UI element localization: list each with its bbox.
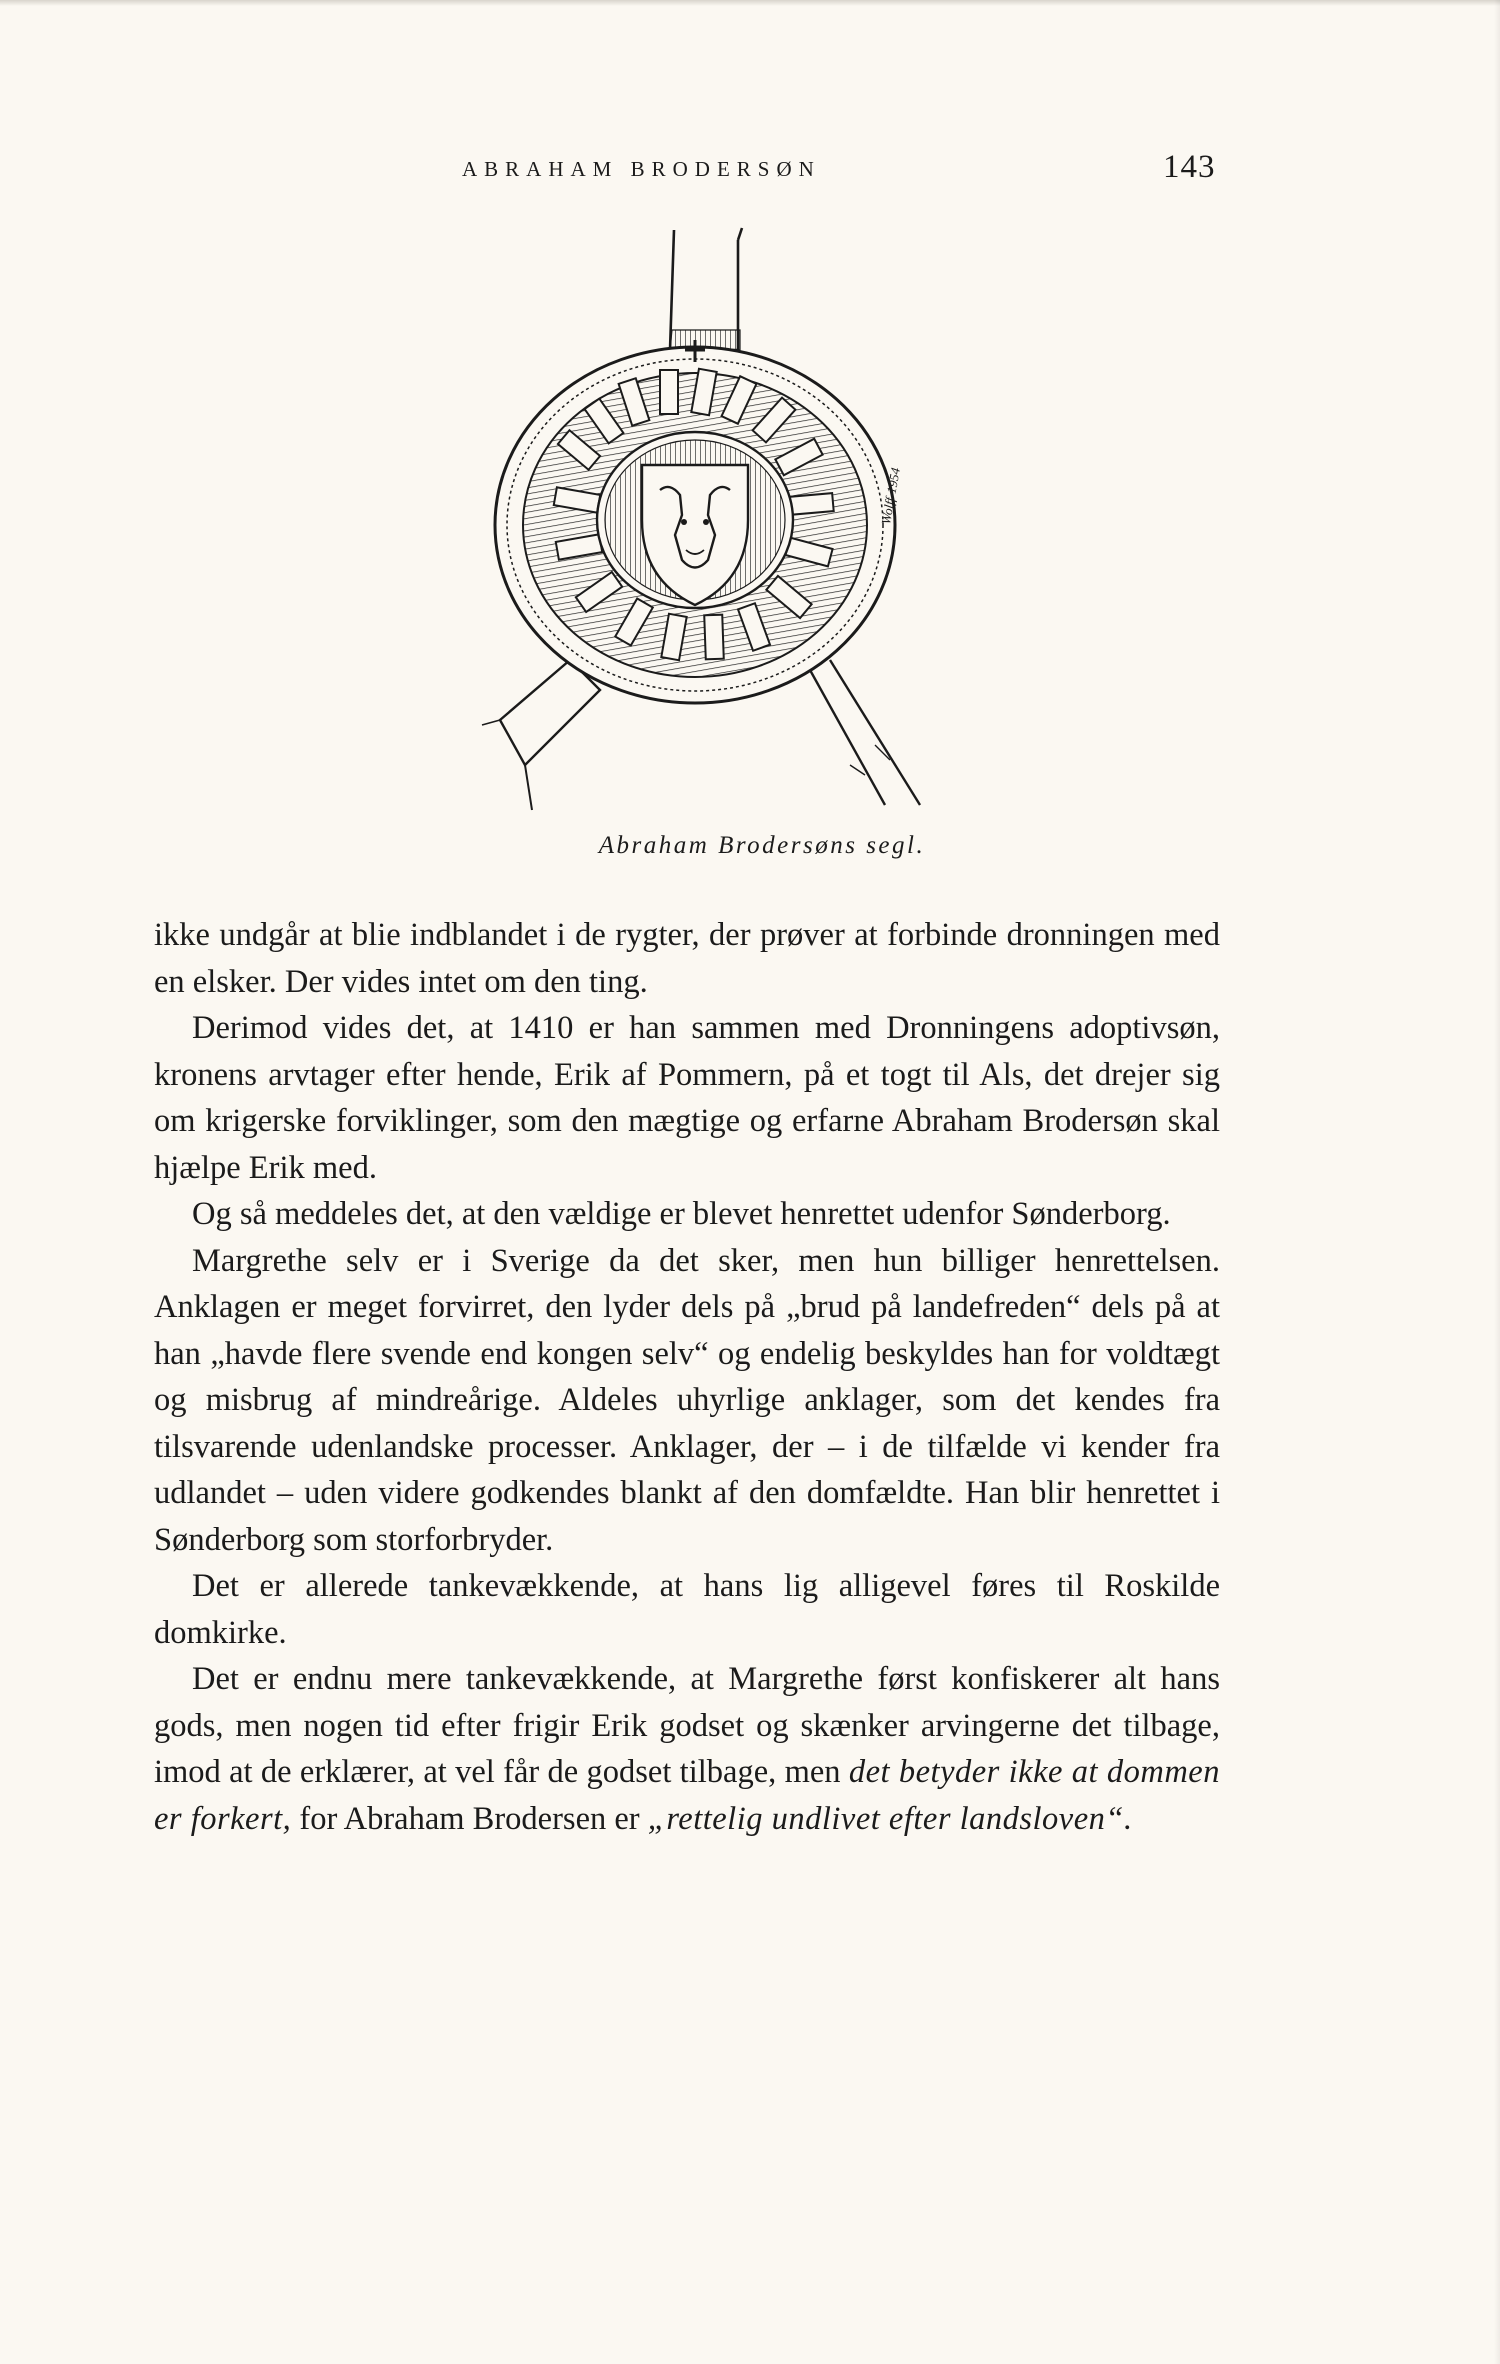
- paragraph: Margrethe selv er i Sverige da det sker, men hun billiger henrettelsen. Anklagen er meget forvirret, den lyder dels på „brud på landefreden“ dels på at han „havde flere svende end kongen selv“ og endelig beskyldes han for voldtægt og misbrug af mindreårige. Aldeles uhyrlige anklager, som det kendes fra tilsvarende udenlandske processer. Anklager, der – i de tilfælde vi kender fra udlandet – uden videre godkendes blankt af den domfældte. Han blir henrettet i Sønderborg som storforbryder.: [154, 1242, 1220, 1558]
- seal-strap-top: [670, 228, 742, 350]
- paragraph: Og så meddeles det, at den vældige er blevet henrettet udenfor Sønderborg.: [192, 1196, 1171, 1232]
- page-right-edge: [1494, 0, 1500, 2364]
- seal-drawing: [420, 220, 970, 830]
- seal-illustration: [420, 220, 970, 830]
- page-top-edge: [0, 0, 1500, 6]
- artist-signature: Wolff-1954: [878, 466, 903, 526]
- italic-quote: det betyder ikke at dommen er forkert,: [154, 1754, 1220, 1837]
- paragraph-text: for Abraham Brodersen er: [291, 1800, 648, 1837]
- running-head: ABRAHAM BRODERSØN: [462, 157, 821, 181]
- paragraph: Det er allerede tankevækkende, at hans lig alligevel føres til Roskilde domkirke.: [154, 1568, 1220, 1651]
- paragraph: [154, 1656, 1220, 1842]
- page-number: 143: [1163, 149, 1216, 185]
- seal-disc: [495, 340, 895, 703]
- paragraph: ikke undgår at blie indblandet i de rygter, der prøver at forbinde dronningen med en elsker. Der vides intet om den ting.: [154, 917, 1220, 1000]
- italic-quote: „rettelig undlivet efter landsloven“.: [647, 1800, 1133, 1837]
- page-header: [0, 145, 1500, 205]
- figure-caption: Abraham Brodersøns segl.: [598, 832, 926, 859]
- paragraph-text: Det er endnu mere tankevækkende, at Margrethe først konfiskerer alt hans gods, men nogen tid efter frigir Erik godset og skænker arvingerne det tilbage, imod at de erklærer, at vel får de godset tilbage, men: [154, 1661, 1220, 1790]
- paragraph: Derimod vides det, at 1410 er han sammen med Dronningens adoptivsøn, kronens arvtager efter hende, Erik af Pommern, på et togt til Als, det drejer sig om krigerske forviklinger, som den mægtige og erfarne Abraham Brodersøn skal hjælpe Erik med.: [154, 1010, 1220, 1186]
- body-text: [154, 912, 1220, 1842]
